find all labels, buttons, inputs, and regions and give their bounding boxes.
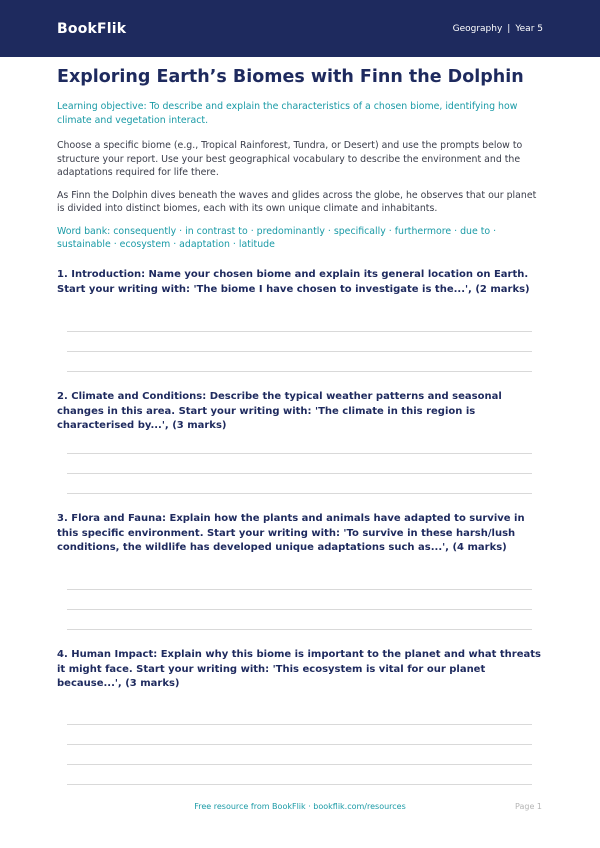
page-number: Page 1	[515, 802, 542, 811]
page-title: Exploring Earth’s Biomes with Finn the Dolphin	[57, 67, 524, 87]
subject-label: Geography	[452, 23, 503, 34]
intro-text: As Finn the Dolphin dives beneath the waves and glides across the globe, he observes that our planet is divided into distinct biomes, each with its own unique climate and inhabitants.	[57, 189, 537, 214]
answer-line[interactable]	[67, 629, 532, 630]
intro-section	[57, 66, 543, 252]
answer-line[interactable]	[67, 744, 532, 745]
question-4: 4. Human Impact: Explain why this biome is important to the planet and what threats it might face. Start your writing with: 'This ecosystem is vital for our planet because...', (3 marks)	[57, 649, 541, 689]
page-header	[0, 0, 600, 57]
answer-line[interactable]	[67, 331, 532, 332]
learning-objective: Learning objective: To describe and explain the characteristics of a chosen biome, identifying how climate and vegetation interact.	[57, 101, 518, 126]
brand-logo-text: BookFlik	[57, 20, 127, 37]
answer-line[interactable]	[67, 589, 532, 590]
answer-line[interactable]	[67, 784, 532, 785]
subject-year-label	[453, 24, 543, 34]
answer-line[interactable]	[67, 764, 532, 765]
answer-line[interactable]	[67, 473, 532, 474]
answer-line[interactable]	[67, 351, 532, 352]
answer-line[interactable]	[67, 371, 532, 372]
question-1: 1. Introduction: Name your chosen biome and explain its general location on Earth. Start your writing with: 'The biome I have chosen to investigate is the...', (2 marks)	[57, 269, 530, 295]
answer-line[interactable]	[67, 724, 532, 725]
year-label: Year 5	[515, 23, 543, 34]
word-bank: Word bank: consequently · in contrast to · predominantly · specifically · furthermore · due to · sustainable · ecosystem · adaptation · latitude	[57, 225, 497, 250]
answer-line[interactable]	[67, 609, 532, 610]
question-2: 2. Climate and Conditions: Describe the typical weather patterns and seasonal changes in this area. Start your writing with: 'The climate in this region is characterised by...', (3 marks)	[57, 391, 502, 431]
header-separator: |	[507, 23, 511, 34]
answer-line[interactable]	[67, 493, 532, 494]
answer-line[interactable]	[67, 453, 532, 454]
question-3: 3. Flora and Fauna: Explain how the plants and animals have adapted to survive in this specific environment. Start your writing with: 'To survive in these harsh/lush conditions, the wildlife has developed unique adaptations such as...', (4 marks)	[57, 513, 525, 553]
footer-text: Free resource from BookFlik · bookflik.com/resources	[194, 802, 406, 811]
instructions-text: Choose a specific biome (e.g., Tropical Rainforest, Tundra, or Desert) and use the prompts below to structure your report. Use your best geographical vocabulary to describe the environment and the adaptations required for life there.	[57, 140, 523, 178]
